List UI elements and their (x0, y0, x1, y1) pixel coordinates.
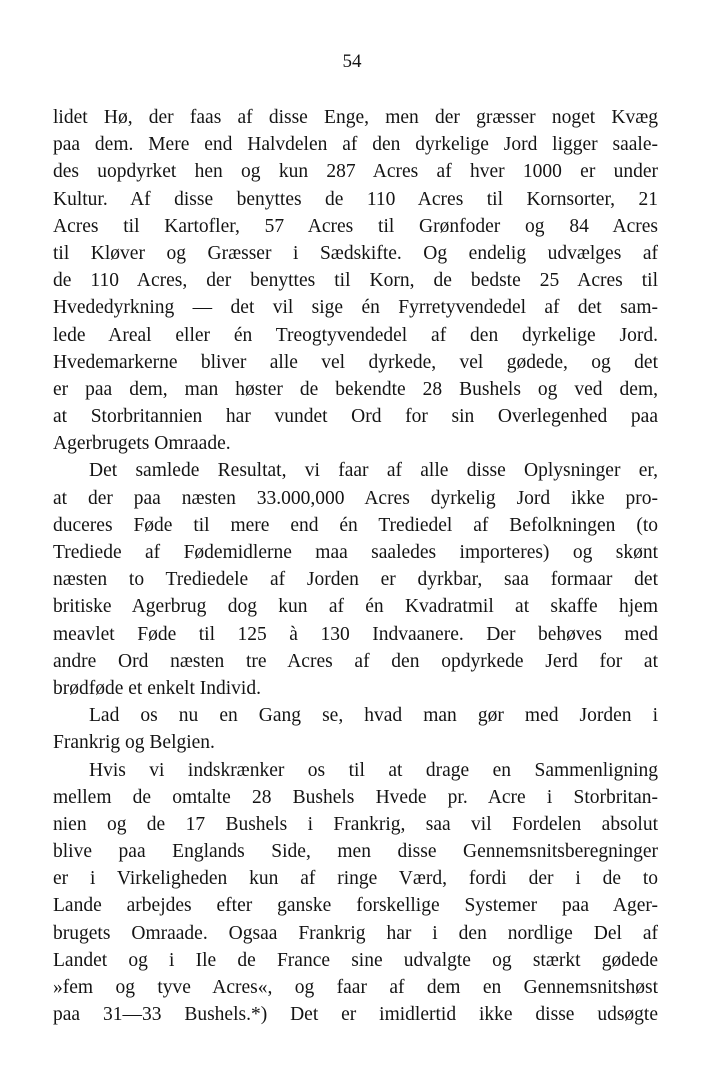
text-line: blive paa Englands Side, men disse Gennemsnitsberegninger (53, 841, 658, 863)
text-line: er i Virkeligheden kun af ringe Værd, fordi der i de to (53, 868, 658, 890)
text-line: Det samlede Resultat, vi faar af alle disse Oplysninger er, (89, 460, 658, 482)
page-number: 54 (342, 51, 362, 72)
text-line: Lad os nu en Gang se, hvad man gør med Jorden i (89, 705, 658, 727)
text-line: Frankrig og Belgien. (53, 732, 215, 754)
text-line: til Kløver og Græsser i Sædskifte. Og endelig udvælges af (53, 242, 658, 264)
text-line: paa dem. Mere end Halvdelen af den dyrkelige Jord ligger saale- (53, 134, 658, 156)
text-line: lidet Hø, der faas af disse Enge, men der græsser noget Kvæg (53, 107, 658, 128)
text-line: de 110 Acres, der benyttes til Korn, de bedste 25 Acres til (53, 270, 658, 292)
text-line: Trediede af Fødemidlerne maa saaledes importeres) og skønt (53, 542, 658, 563)
text-line: des uopdyrket hen og kun 287 Acres af hver 1000 er under (53, 161, 658, 183)
text-line: andre Ord næsten tre Acres af den opdyrkede Jerd for at (53, 650, 658, 672)
text-line: at Storbritannien har vundet Ord for sin Overlegenhed paa (53, 406, 658, 428)
text-line: Hvedemarkerne bliver alle vel dyrkede, vel gødede, og det (53, 351, 658, 373)
text-line: er paa dem, man høster de bekendte 28 Bushels og ved dem, (53, 378, 658, 400)
text-line: meavlet Føde til 125 à 130 Indvaanere. Der behøves med (53, 623, 658, 645)
text-line: mellem de omtalte 28 Bushels Hvede pr. Acre i Storbritan- (53, 786, 658, 808)
text-line: Lande arbejdes efter ganske forskellige Systemer paa Ager- (53, 895, 658, 917)
text-line: Hvededyrkning — det vil sige én Fyrretyvendedel af det sam- (53, 297, 658, 319)
text-line: brødføde et enkelt Individ. (53, 677, 261, 699)
text-line: Kultur. Af disse benyttes de 110 Acres til Kornsorter, 21 (53, 188, 658, 210)
text-line: nien og de 17 Bushels i Frankrig, saa vil Fordelen absolut (53, 813, 658, 835)
text-line: at der paa næsten 33.000,000 Acres dyrkelig Jord ikke pro- (53, 487, 658, 509)
text-line: næsten to Trediedele af Jorden er dyrkbar, saa formaar det (53, 569, 658, 591)
text-line: Agerbrugets Omraade. (53, 433, 231, 455)
text-line: britiske Agerbrug dog kun af én Kvadratmil at skaffe hjem (53, 596, 658, 618)
text-line: duceres Føde til mere end én Trediedel af Befolkningen (to (53, 514, 658, 536)
text-line: Acres til Kartofler, 57 Acres til Grønfoder og 84 Acres (53, 215, 658, 237)
text-line: brugets Omraade. Ogsaa Frankrig har i den nordlige Del af (53, 922, 658, 944)
text-line: paa 31—33 Bushels.*) Det er imidlertid ikke disse udsøgte (53, 1004, 658, 1026)
body-text (53, 104, 658, 1028)
text-line: Landet og i Ile de France sine udvalgte og stærkt gødede (53, 949, 658, 971)
text-line: Hvis vi indskrænker os til at drage en Sammenligning (89, 759, 658, 781)
text-line: lede Areal eller én Treogtyvendedel af den dyrkelige Jord. (53, 324, 658, 346)
text-line: »fem og tyve Acres«, og faar af dem en Gennemsnitshøst (53, 977, 658, 998)
